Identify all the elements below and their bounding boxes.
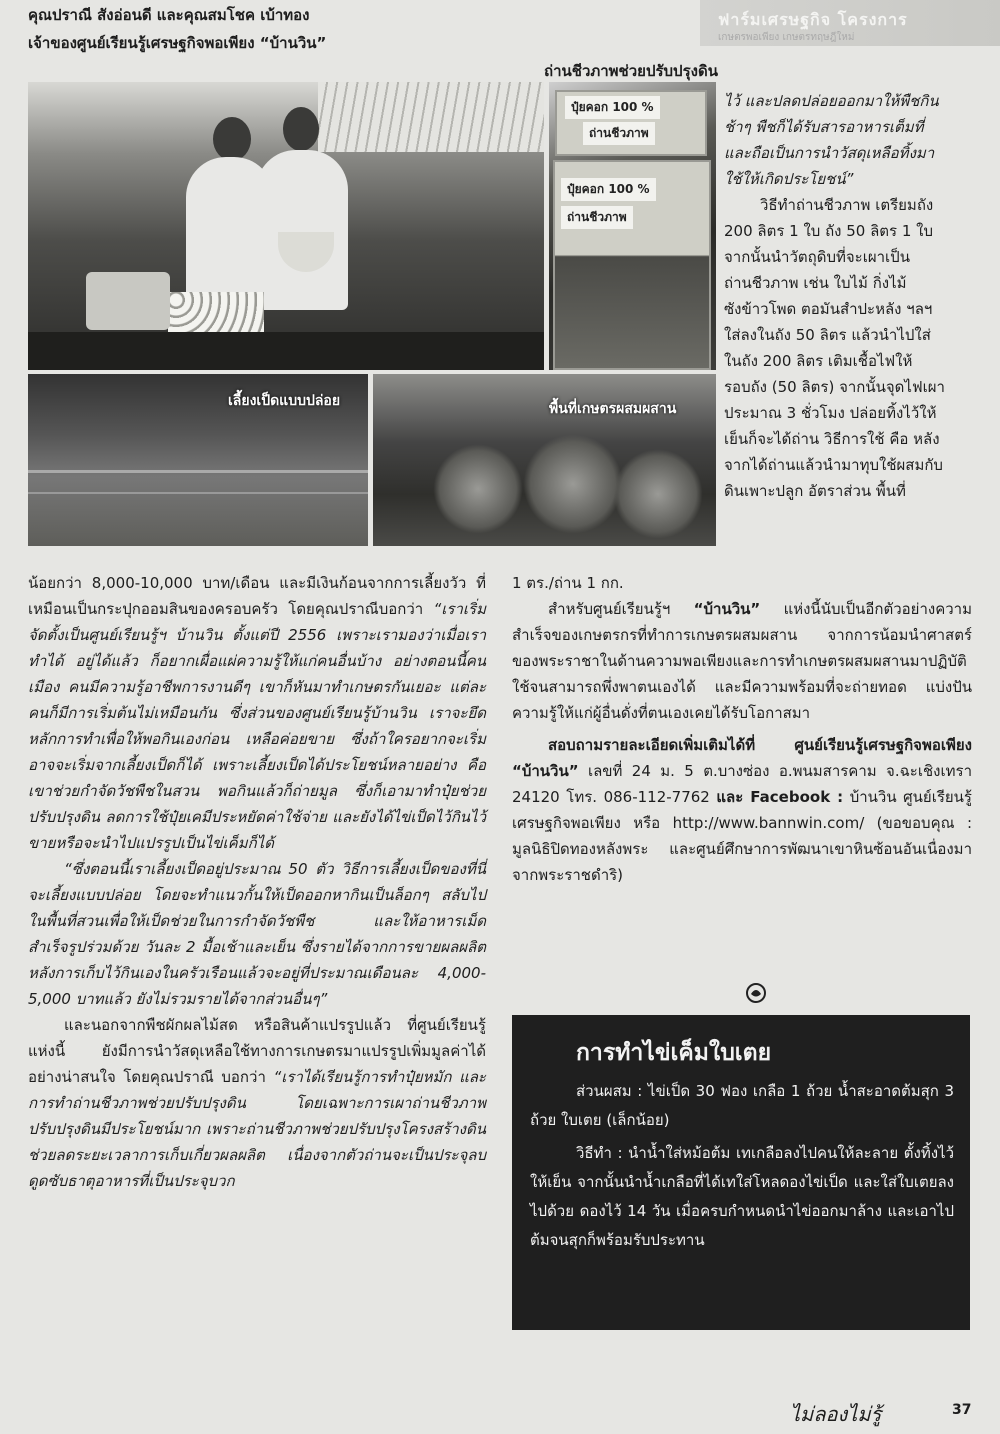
photo-mixed-farm — [373, 374, 716, 546]
right-column-text — [724, 88, 972, 504]
right-line: ซังข้าวโพด ตอมันสำปะหลัง ฯลฯ — [724, 300, 933, 318]
recipe-ingredients: ส่วนผสม : ไข่เป็ด 30 ฟอง เกลือ 1 ถ้วย น้ำสะอาดต้มสุก 3 ถ้วย ใบเตย (เล็กน้อย) — [530, 1082, 954, 1129]
left-column-text — [28, 570, 486, 1194]
right-line: ในถัง 200 ลิตร เติมเชื้อไฟให้ — [724, 352, 913, 370]
right-line: ใช้ให้เกิดประโยชน์” — [724, 170, 854, 188]
bag-label-fertilizer-2: ปุ๋ยคอก 100 % — [561, 178, 656, 201]
tent-canopy — [318, 82, 544, 152]
bag-top — [555, 90, 707, 156]
woman-head — [213, 117, 251, 161]
product-basket — [86, 272, 170, 330]
center-name: “บ้านวิน” — [693, 600, 761, 618]
bag-label-biochar: ถ่านชีวภาพ — [583, 122, 655, 145]
contact-paragraph — [512, 732, 972, 888]
mid-right-text — [512, 570, 972, 888]
recipe-box — [512, 1015, 970, 1330]
caption-people-line1: คุณปราณี สังอ่อนดี และคุณสมโชค เบ้าทอง — [28, 6, 310, 24]
section-title: ฟาร์มเศรษฐกิจ โครงการ — [718, 10, 908, 29]
right-line: ถ่านชีวภาพ เช่น ใบไม้ กิ่งไม้ — [724, 274, 907, 292]
right-line: รอบถัง (50 ลิตร) จากนั้นจุดไฟเผา — [724, 378, 945, 396]
left-paragraph-2: “ซึ่งตอนนี้เราเลี้ยงเป็ดอยู่ประมาณ 50 ตัว วิธีการเลี้ยงเป็ดของที่นี่จะเลี้ยงแบบปล่อย โดยจะทำแนวกั้นให้เป็ดออกหากินเป็นล็อกๆ สลับไปในพื้นที่สวนเพื่อให้เป็ดช่วยในการกำจัดวัชพืช และให้อาหารเม็ดสำเร็จรูปร่วมด้วย วันละ 2 มื้อเช้าและเย็น ซึ่งรายได้จากการขายผลผลิตหลังการเก็บไว้กินเองในครัวเรือนแล้วจะอยู่ที่ประมาณเดือนละ 4,000-5,000 บาทแล้ว ยังไม่รวมรายได้จากส่วนอื่นๆ” — [28, 860, 486, 1008]
photo-free-range-ducks — [28, 374, 368, 546]
right-line: 200 ลิตร 1 ใบ ถัง 50 ลิตร 1 ใบ — [724, 222, 934, 240]
end-mark-icon — [745, 982, 767, 1004]
section-header — [700, 0, 1000, 46]
recipe-body — [530, 1077, 954, 1255]
man-head — [283, 107, 319, 151]
right-line: จากได้ถ่านแล้วนำมาทุบใช้ผสมกับ — [724, 456, 943, 474]
right-line: จากนั้นนำวัตถุดิบที่จะเผาเป็น — [724, 248, 910, 266]
left-paragraph-1 — [28, 570, 486, 856]
man-figure — [256, 150, 348, 310]
mid-line-1: 1 ตร./ถ่าน 1 กก. — [512, 574, 624, 592]
photo-biochar-bags — [549, 82, 716, 370]
bag-main — [553, 160, 711, 370]
contact-heading: สอบถามรายละเอียดเพิ่มเติมได้ที่ ศูนย์เรียนรู้เศรษฐกิจพอเพียง “บ้านวิน” — [512, 736, 972, 780]
bag-label-biochar-2: ถ่านชีวภาพ — [561, 206, 633, 229]
caption-people-line2: เจ้าของศูนย์เรียนรู้เศรษฐกิจพอเพียง “บ้านวิน” — [28, 34, 327, 52]
recipe-title: การทำไข่เค็มใบเตย — [576, 1040, 772, 1066]
contact-facebook-label: และ Facebook : — [716, 788, 844, 806]
quote-text: “เราเริ่มจัดตั้งเป็นศูนย์เรียนรู้ฯ บ้านวิน ตั้งแต่ปี 2556 เพราะเรามองว่าเมื่อเราทำได้ อยู่ได้แล้ว ก็อยากเผื่อแผ่ความรู้ให้แก่คนอื่นบ้าง อย่างตอนนี้คนเมือง คนมีความรู้อาชีพการงานดีๆ เขาก็หันมาทำเกษตรกันเยอะ แต่ละคนก็มีการเริ่มต้นไม่เหมือนกัน ซึ่งส่วนของศูนย์เรียนรู้บ้านวิน เราจะยึดหลักการทำเพื่อให้พอกินเองก่อน เหลือค่อยขาย ซึ่งถ้าใครอยากจะเริ่มอาจจะเริ่มจากเลี้ยงเป็ดก็ได้ เพราะเลี้ยงเป็ดได้ประโยชน์หลายอย่าง คือ เขาช่วยกำจัดวัชพืชในสวน พอกินแล้วก็ถ่ายมูล ซึ่งก็เอามาทำปุ๋ยช่วยปรับปรุงดิน ลดการใช้ปุ๋ยเคมีประหยัดค่าใช้จ่าย และยังได้ไข่เป็ดไว้กินไว้ขายหรือจะนำไปแปรรูปเป็นไข่เค็มก็ได้ — [28, 600, 486, 852]
right-line: ประมาณ 3 ชั่วโมง ปล่อยทิ้งไว้ให้ — [724, 404, 937, 422]
plant-3 — [613, 449, 703, 539]
recipe-method: วิธีทำ : นำน้ำใส่หม้อต้ม เทเกลือลงไปคนให้ละลาย ตั้งทิ้งไว้ให้เย็น จากนั้นนำน้ำเกลือที่ได้เทใส่โหลดองไข่เป็ด และใส่ใบเตยลงไปด้วย ดองไว้ 14 วัน เมื่อครบกำหนดนำไข่ออกมาล้าง และเอาไปต้มจนสุกก็พร้อมรับประทาน — [530, 1144, 954, 1249]
para-text: น้อยกว่า 8,000-10,000 บาท/เดือน และมีเงินก้อนจากการเลี้ยงวัว ที่เหมือนเป็นกระปุกออมสินของครอบครัว โดยคุณปราณีบอกว่า — [28, 574, 486, 618]
left-paragraph-3 — [28, 1012, 486, 1194]
magazine-logo: ไม่ลองไม่รู้ — [790, 1402, 882, 1426]
contact-address: เลขที่ 24 ม. 5 ต.บางซ่อง อ.พนมสารคาม จ.ฉะเชิงเทรา 24120 โทร. 086-112-7762 — [512, 762, 972, 806]
right-line: และถือเป็นการนำวัสดุเหลือทิ้งมา — [724, 144, 935, 162]
right-line: เย็นก็จะได้ถ่าน วิธีการใช้ คือ หลัง — [724, 430, 940, 448]
right-line: ดินเพาะปลูก อัตราส่วน พื้นที่ — [724, 482, 906, 500]
right-line: ช้าๆ พืชก็ได้รับสารอาหารเต็มที่ — [724, 118, 924, 136]
right-line: ใส่ลงในถัง 50 ลิตร แล้วนำไปใส่ — [724, 326, 931, 344]
plant-1 — [433, 444, 523, 534]
photo-tag-farm: พื้นที่เกษตรผสมผสาน — [549, 401, 677, 417]
fence-line — [28, 470, 368, 473]
right-line: ไว้ และปลดปล่อยออกมาให้พืชกิน — [724, 92, 939, 110]
caption-biochar: ถ่านชีวภาพช่วยปรับปรุงดิน — [544, 62, 718, 80]
photo-owners — [28, 82, 544, 370]
mid-paragraph-1 — [512, 596, 972, 726]
contact-facebook: บ้านวิน ศูนย์เรียนรู้เศรษฐกิจพอเพียง หรือ http://www.bannwin.com/ (ขอขอบคุณ : มูลนิธิปิดทองหลังพระ และศูนย์ศึกษาการพัฒนาเขาหินซ้อนอันเนื่องมาจากพระราชดำริ) — [512, 788, 972, 884]
section-subtitle: เกษตรพอเพียง เกษตรทฤษฎีใหม่ — [718, 32, 855, 43]
bag-label-fertilizer: ปุ๋ยคอก 100 % — [565, 96, 660, 119]
fence-line-2 — [28, 492, 368, 494]
right-line: วิธีทำถ่านชีวภาพ เตรียมถัง — [760, 196, 934, 214]
photo-tag-ducks: เลี้ยงเป็ดแบบปล่อย — [228, 393, 341, 409]
para-text: สำหรับศูนย์เรียนรู้ฯ — [548, 600, 671, 618]
para-text: และนอกจากพืชผักผลไม้สด หรือสินค้าแปรรูปแล้ว ที่ศูนย์เรียนรู้แห่งนี้ ยังมีการนำวัสดุเหลือใช้ทางการเกษตรมาแปรรูปเพิ่มมูลค่าได้อย่างน่าสนใจ โดยคุณปราณี บอกว่า — [28, 1016, 486, 1086]
para-text: แห่งนี้นับเป็นอีกตัวอย่างความสำเร็จของเกษตรกรที่ทำการเกษตรผสมผสาน จากการน้อมนำศาสตร์ของพระราชาในด้านความพอเพียงและการทำเกษตรผสมผสานมาปฏิบัติใช้จนสามารถพึ่งพาตนเองได้ และมีความพร้อมที่จะถ่ายทอด แบ่งปันความรู้ให้แก่ผู้อื่นดั่งที่ตนเองเคยได้รับโอกาสมา — [512, 600, 972, 722]
quote-text: “เราได้เรียนรู้การทำปุ๋ยหมัก และการทำถ่านชีวภาพช่วยปรับปรุงดิน โดยเฉพาะการเผาถ่านชีวภาพปรับปรุงดินมีประโยชน์มาก เพราะถ่านชีวภาพช่วยปรับปรุงโครงสร้างดิน ช่วยลดระยะเวลาการเก็บเกี่ยวผลผลิต เนื่องจากตัวถ่านจะเป็นประจุลบดูดซับธาตุอาหารที่เป็นประจุบวก — [28, 1068, 486, 1190]
page-number: 37 — [952, 1402, 972, 1418]
plant-2 — [523, 434, 623, 534]
table-edge — [28, 332, 544, 370]
